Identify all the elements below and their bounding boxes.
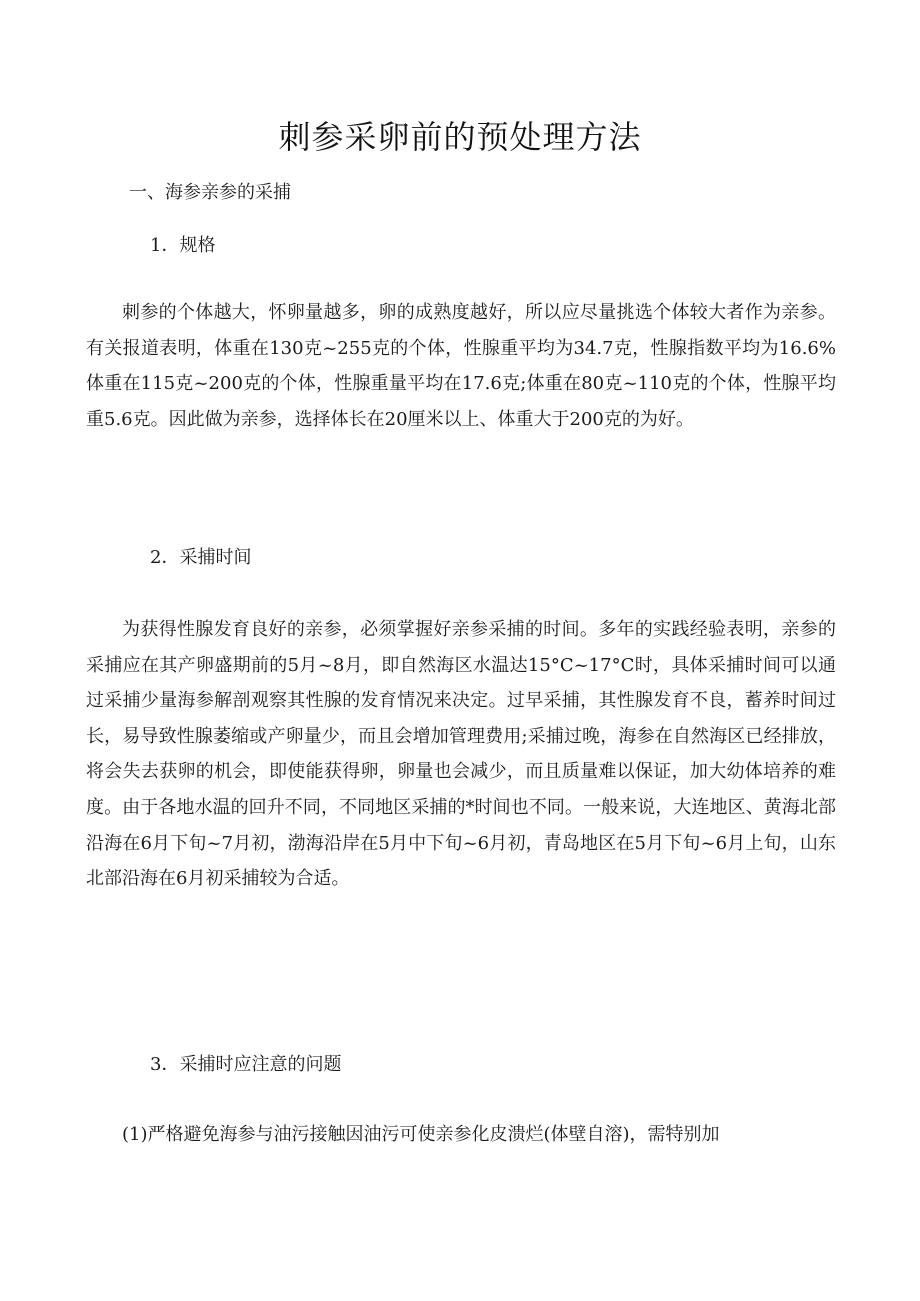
paragraph-time: 为获得性腺发育良好的亲参，必须掌握好亲参采捕的时间。多年的实践经验表明，亲参的采捕应在其产卵盛期前的5月~8月，即自然海区水温达15°C~17°C时，具体采捕时间可以通过采捕少量海参解剖观察其性腺的发育情况来决定。过早采捕，其性腺发育不良，蓄养时间过长，易导致性腺萎缩或产卵量少，而且会增加管理费用;采捕过晚，海参在自然海区已经排放，将会失去获卵的机会，即使能获得卵，卵量也会减少，而且质量难以保证，加大幼体培养的难度。由于各地水温的回升不同，不同地区采捕的*时间也不同。一般来说，大连地区、黄海北部沿海在6月下旬~7月初，渤海沿岸在5月中下旬~6月初，青岛地区在5月下旬~6月上旬，山东北部沿海在6月初采捕较为合适。 <box>86 619 836 890</box>
subsection-heading-notes: 3．采捕时应注意的问题 <box>150 1054 342 1075</box>
paragraph-notes: (1)严格避免海参与油污接触因油污可使亲参化皮溃烂(体壁自溶)，需特别加 <box>122 1124 720 1145</box>
subsection-heading-time: 2．采捕时间 <box>150 547 252 568</box>
document-title: 刺参采卵前的预处理方法 <box>278 118 642 156</box>
subsection-heading-spec: 1．规格 <box>150 235 216 256</box>
paragraph-spec: 刺参的个体越大，怀卵量越多，卵的成熟度越好，所以应尽量挑选个体较大者作为亲参。有关报道表明，体重在130克~255克的个体，性腺重平均为34.7克，性腺指数平均为16.6%体重在115克~200克的个体，性腺重量平均在17.6克;体重在80克~110克的个体，性腺平均重5.6克。因此做为亲参，选择体长在20厘米以上、体重大于200克的为好。 <box>86 302 836 430</box>
section-heading-capture: 一、海参亲参的采捕 <box>129 182 291 203</box>
